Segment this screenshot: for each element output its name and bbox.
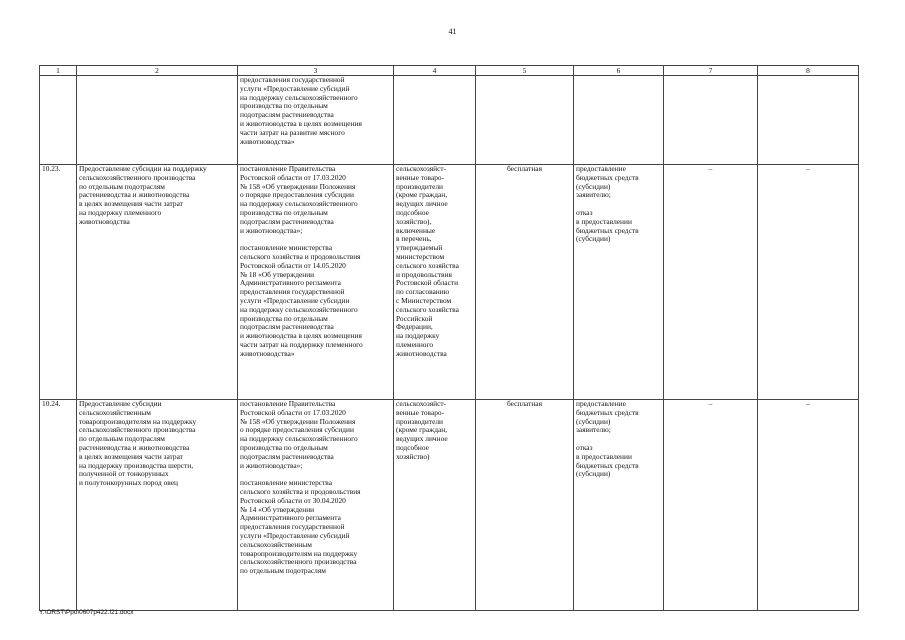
header-cell: 3: [238, 66, 394, 76]
fee: бесплатная: [476, 400, 574, 611]
header-cell: 6: [574, 66, 664, 76]
header-cell: 2: [77, 66, 238, 76]
fee: [476, 76, 574, 165]
row-number: 10.23.: [40, 165, 77, 400]
table-row: [40, 165, 859, 400]
fee: бесплатная: [476, 165, 574, 400]
row-number: 10.24.: [40, 400, 77, 611]
column-8-value: –: [758, 400, 859, 611]
header-cell: 1: [40, 66, 77, 76]
legal-basis: предоставления государственной услуги «Предоставление субсидий на поддержку сельскохозяйственного производства по отдельным подотраслям растениеводства и животноводства в целях возмещения части затрат на развитие мясного животноводства»: [238, 76, 394, 165]
table-row: [40, 400, 859, 611]
column-7-value: –: [664, 165, 758, 400]
legal-basis: постановление Правительства Ростовской области от 17.03.2020 № 158 «Об утверждении Положения о порядке предоставления субсидии на поддержку сельскохозяйственного производства по отдельным подотраслям растениеводства и животноводства»; постановление министерства сельского хозяйства и продовольствия Ростовской области от 30.04.2020 № 14 «Об утверждении Административного регламента предоставления государственной услуги «Предоставление субсидий сельскохозяйственным товаропроизводителям на поддержку сельскохозяйственного производства по отдельным подотраслям: [238, 400, 394, 611]
header-cell: 5: [476, 66, 574, 76]
applicants: сельскохозяйст- венные товаро- производители (кроме граждан, ведущих личное подсобное хозяйство), включенные в перечень, утверждаемый министерством сельского хозяйства и продовольствия Ростовской области по согласованию с Министерством сельского хозяйства Российской Федерации, на поддержку племенного животноводства: [394, 165, 476, 400]
header-cell: 4: [394, 66, 476, 76]
table-header-row: [40, 66, 859, 76]
result: [574, 76, 664, 165]
service-name: Предоставление субсидии на поддержку сельскохозяйственного производства по отдельным подотраслям растениеводства и животноводства в целях возмещения части затрат на поддержку племенного животноводства: [77, 165, 238, 400]
services-table: [39, 65, 859, 611]
result: предоставление бюджетных средств (субсидии) заявителю; отказ в предоставлении бюджетных средств (субсидии): [574, 400, 664, 611]
column-8-value: [758, 76, 859, 165]
service-name: [77, 76, 238, 165]
column-7-value: –: [664, 400, 758, 611]
page-number: 41: [448, 27, 457, 36]
header-cell: 7: [664, 66, 758, 76]
service-name: Предоставление субсидии сельскохозяйственным товаропроизводителям на поддержку сельскохозяйственного производства по отдельным подотраслям растениеводства и животноводства в целях возмещения части затрат на поддержку производства шерсти, полученной от тонкорунных и полутонкорунных пород овец: [77, 400, 238, 611]
column-7-value: [664, 76, 758, 165]
column-8-value: –: [758, 165, 859, 400]
table-row: [40, 76, 859, 165]
header-cell: 8: [758, 66, 859, 76]
applicants: [394, 76, 476, 165]
applicants: сельскохозяйст- венные товаро- производители (кроме граждан, ведущих личное подсобное хозяйство): [394, 400, 476, 611]
legal-basis: постановление Правительства Ростовской области от 17.03.2020 № 158 «Об утверждении Положения о порядке предоставления субсидии на поддержку сельскохозяйственного производства по отдельным подотраслям растениеводства и животноводства»; постановление министерства сельского хозяйства и продовольствия Ростовской области от 14.05.2020 № 18 «Об утверждении Административного регламента предоставления государственной услуги «Предоставление субсидии на поддержку сельскохозяйственного производства по отдельным подотраслям растениеводства и животноводства в целях возмещения части затрат на поддержку племенного животноводства»: [238, 165, 394, 400]
row-number: [40, 76, 77, 165]
result: предоставление бюджетных средств (субсидии) заявителю; отказ в предоставлении бюджетных средств (субсидии): [574, 165, 664, 400]
footer-file-path: Y:\ORST\Ppo\0607p422.f21.docx: [39, 609, 134, 616]
